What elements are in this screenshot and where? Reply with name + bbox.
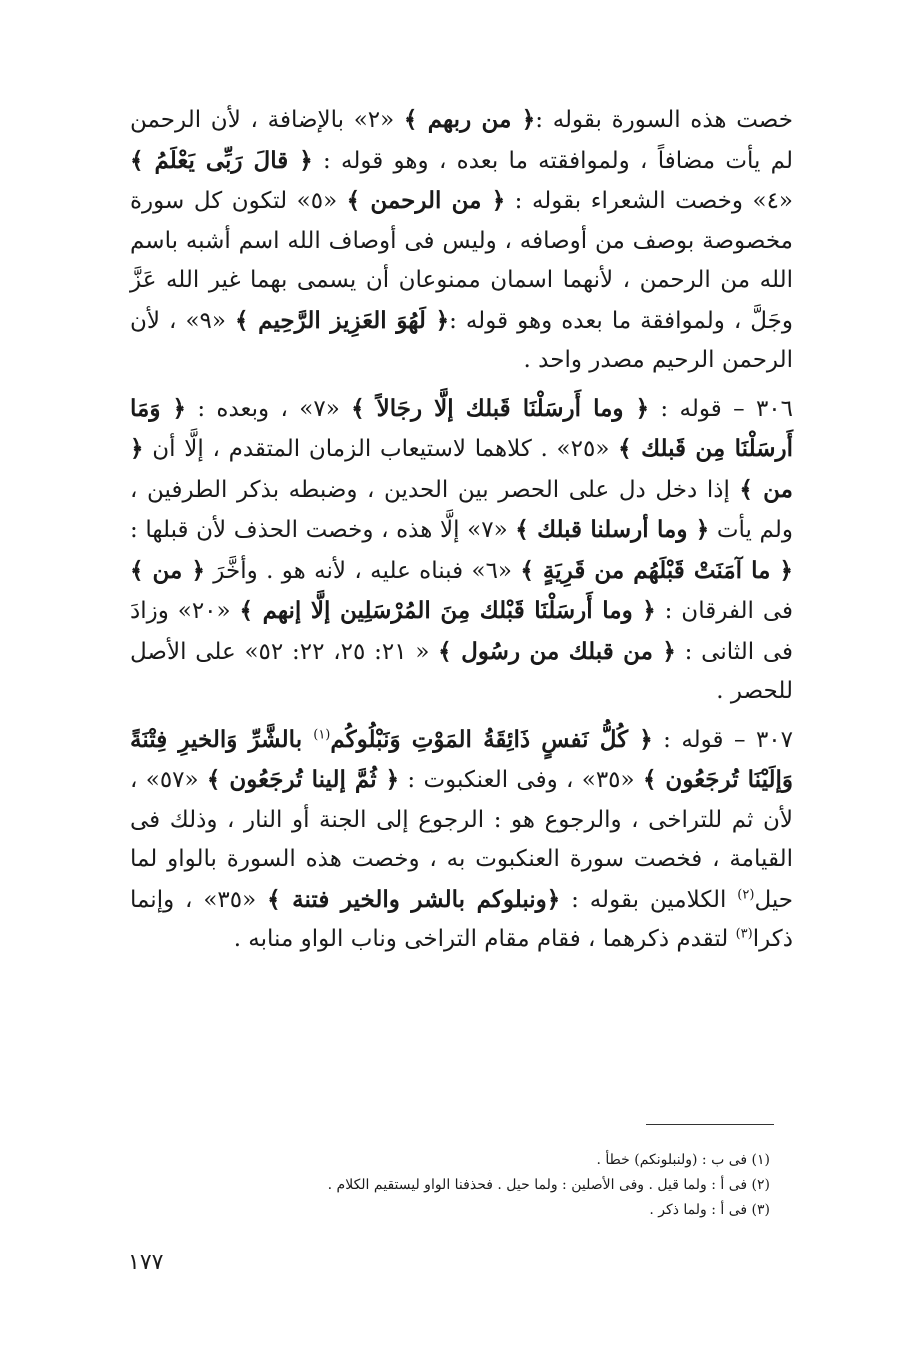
text-run: « ٢١: ٢٥، ٢٢: ٥٢» على الأصل للحصر .: [130, 638, 793, 704]
page-number: ١٧٧: [128, 1250, 164, 1275]
paragraph: [130, 720, 793, 960]
text-run: «٤» وخصت الشعراء بقوله :: [505, 188, 793, 214]
text-run: «٣٥» ، وإنما ذكرا: [130, 886, 793, 952]
text-run: «٩» ، لأن الرحمن الرحيم مصدر واحد .: [130, 307, 793, 373]
quran-quote: بالشَّرِّ وَالخيرِ فِتْنَةً وَإلَيْنَا تُرجَعُون ﴾: [130, 725, 794, 793]
quran-quote: ﴿ قالَ رَبِّى يَعْلَمُ ﴾: [130, 146, 313, 174]
text-run: «٧» إلَّا هذه ، وخصت الحذف لأن قبلها :: [130, 517, 516, 543]
text-run: إذا دخل دل على الحصر بين الحدين ، وضبطه بذكر الطرفين ، ولم يأت: [130, 476, 793, 543]
footnote-ref: (٣): [735, 926, 753, 942]
footnote-ref: (١): [313, 726, 331, 742]
text-run: «٥٧» ، لأن ثم للتراخى ، والرجوع هو : الرجوع إلى الجنة أو النار ، وذلك فى القيامة ، فخصت سورة العنكبوت به ، وخصت هذه السورة بالواو لما حيل: [130, 767, 794, 913]
footnote-3: (٣) فى أ : ولما ذكر .: [649, 1202, 770, 1218]
text-run: «٢» بالإضافة ، لأن الرحمن لم يأت مضافاً ، ولموافقته ما بعده ، وهو قوله :: [130, 107, 793, 174]
text-run: فى الفرقان :: [655, 598, 793, 624]
quran-quote: ﴿ من ﴾: [130, 435, 794, 503]
text-run: «٥» لتكون كل سورة مخصوصة بوصف من أوصافه ، وليس فى أوصاف الله اسم أشبه باسم الله من الرحمن ، لأنهما اسمان ممنوعان أن يسمى بهما غير الله عَزَّ وجَلَّ ، ولموافقة ما بعده وهو قوله :: [130, 188, 794, 334]
quran-quote: ﴿ من قبلك من رسُول ﴾: [438, 637, 676, 665]
quran-quote: ﴿ من ﴾: [130, 556, 205, 584]
footnote-2: (٢) فى أ : ولما قيل . وفى الأصلين : ولما حيل . فحذفنا الواو ليستقيم الكلام .: [327, 1177, 770, 1193]
text-run: «٣٥» ، وفى العنكبوت :: [399, 767, 643, 793]
quran-quote: ﴿ وَمَا أَرسَلْنَا مِن قَبلك ﴾: [130, 394, 794, 462]
footnote-ref: (٢): [737, 886, 755, 902]
quran-quote: ﴿ وما أَرسَلْنَا قَبْلك مِنَ المُرْسَلِين إلَّا إنهم ﴾: [239, 597, 656, 624]
footnote-divider: [646, 1124, 774, 1125]
quran-quote: ﴿ من ربهم ﴾: [403, 106, 536, 133]
quran-quote: ﴿ وما أرسلنا قبلك ﴾: [515, 516, 710, 543]
quran-quote: ﴿ كُلُّ نَفسٍ ذَائِقَةُ المَوْتِ وَنَبْلُوكُم: [330, 725, 653, 753]
footnote-1: (١) فى ب : (ولنبلونكم) خطأ .: [596, 1152, 770, 1168]
main-text: [130, 100, 793, 960]
quran-quote: ﴿ ما آمَنَتْ قَبْلَهُم من قَرِيَةٍ ﴾: [520, 556, 794, 584]
text-run: لتقدم ذكرهما ، فقام مقام التراخى وناب الواو منابه .: [233, 926, 736, 952]
text-run: الكلامين بقوله :: [560, 886, 738, 913]
text-run: «٢٠» وزادَ فى الثانى :: [130, 598, 793, 665]
text-run: خصت هذه السورة بقوله :: [535, 107, 793, 133]
text-run: «٦» فبناه عليه ، لأنه هو . وأخَّرَ: [204, 557, 521, 584]
text-run: ٣٠٧ – قوله :: [652, 726, 793, 753]
paragraph: [130, 389, 793, 712]
quran-quote: ﴿ ثُمَّ إلينا تُرجَعُون ﴾: [206, 766, 400, 793]
text-run: ٣٠٦ – قوله :: [649, 395, 794, 422]
quran-quote: ﴿ لَهُوَ العَزِيز الرَّحِيم ﴾: [234, 306, 450, 334]
text-run: «٧» ، وبعده :: [185, 395, 352, 422]
paragraph: [130, 100, 793, 381]
quran-quote: ﴿ونبلوكم بالشر والخير فتنة ﴾: [267, 885, 561, 913]
text-run: «٢٥» . كلاهما لاستيعاب الزمان المتقدم ، إلَّا أن: [143, 436, 619, 462]
quran-quote: ﴿ وما أَرسَلْنَا قَبلك إلَّا رجَالاً ﴾: [351, 394, 650, 422]
footnotes: [180, 1148, 770, 1223]
quran-quote: ﴿ من الرحمن ﴾: [346, 187, 506, 214]
